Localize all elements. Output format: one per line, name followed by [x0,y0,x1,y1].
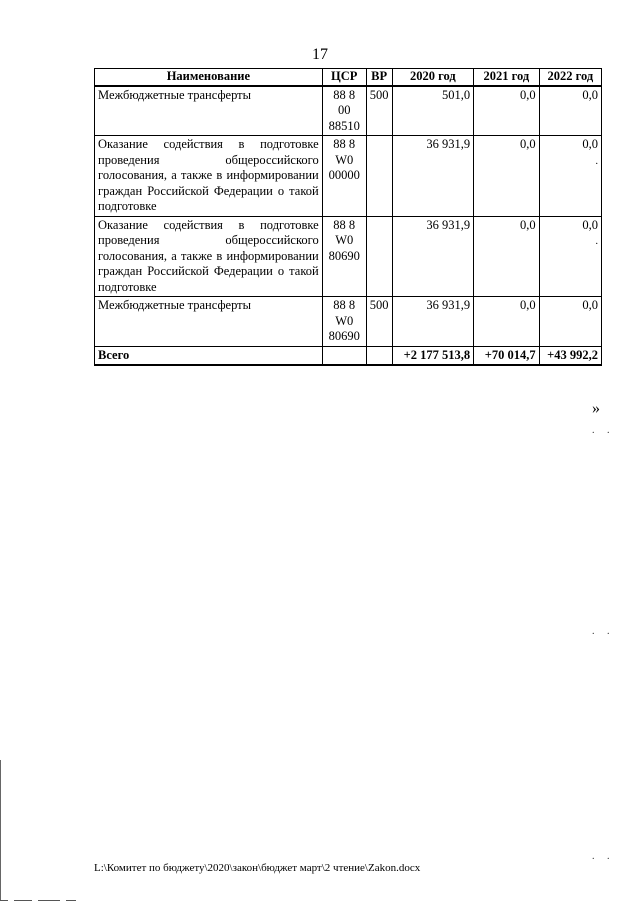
scan-speck: . [592,425,595,436]
row-name: Оказание содействия в подготовке проведения общероссийского голосования, а также в информировании граждан Российской Федерации о такой подготовке [95,136,323,217]
row-vr [366,216,392,297]
total-csr [322,346,366,365]
header-name: Наименование [95,69,323,86]
scan-speck: . [595,155,598,167]
total-label: Всего [95,346,323,365]
scan-speck: . [592,851,595,862]
row-2020: 501,0 [392,86,474,136]
row-csr: 88 8 W0 80690 [322,216,366,297]
total-2021: +70 014,7 [474,346,540,365]
table-total-row [95,346,602,365]
page-number: 17 [312,46,328,63]
budget-table [94,68,602,366]
row-2021: 0,0 [474,216,540,297]
row-2020: 36 931,9 [392,216,474,297]
row-2022: 0,0 [539,297,601,347]
table-row [95,136,602,217]
scan-edge-line [14,900,32,901]
scan-speck: . [592,626,595,637]
header-2020: 2020 год [392,69,474,86]
closing-quote: » [592,400,600,417]
table-row [95,297,602,347]
row-vr: 500 [366,297,392,347]
row-2020: 36 931,9 [392,297,474,347]
row-2022: 0,0 [539,86,601,136]
row-vr: 500 [366,86,392,136]
header-vr: ВР [366,69,392,86]
scan-edge-line [0,760,1,900]
row-csr: 88 8 W0 80690 [322,297,366,347]
row-2021: 0,0 [474,86,540,136]
row-2021: 0,0 [474,136,540,217]
row-name: Оказание содействия в подготовке проведения общероссийского голосования, а также в информировании граждан Российской Федерации о такой подготовке [95,216,323,297]
header-csr: ЦСР [322,69,366,86]
scan-speck: . [607,851,610,862]
total-2020: +2 177 513,8 [392,346,474,365]
row-vr [366,136,392,217]
row-2022: 0,0 . [539,216,601,297]
row-csr: 88 8 00 88510 [322,86,366,136]
row-csr: 88 8 W0 00000 [322,136,366,217]
row-name: Межбюджетные трансферты [95,297,323,347]
row-2021: 0,0 [474,297,540,347]
scan-speck: . [607,425,610,436]
row-name: Межбюджетные трансферты [95,86,323,136]
header-2022: 2022 год [539,69,601,86]
header-2021: 2021 год [474,69,540,86]
total-vr [366,346,392,365]
total-2022: +43 992,2 [539,346,601,365]
scan-speck: . [607,626,610,637]
scan-edge-line [38,900,60,901]
footer-file-path: L:\Комитет по бюджету\2020\закон\бюджет март\2 чтение\Zakon.docx [94,862,421,874]
table-header-row [95,69,602,86]
table-row [95,86,602,136]
row-2020: 36 931,9 [392,136,474,217]
row-2022: 0,0 . [539,136,601,217]
scan-edge-line [0,900,8,901]
table-row [95,216,602,297]
scan-speck: . [595,236,598,247]
scan-edge-line [66,900,76,901]
